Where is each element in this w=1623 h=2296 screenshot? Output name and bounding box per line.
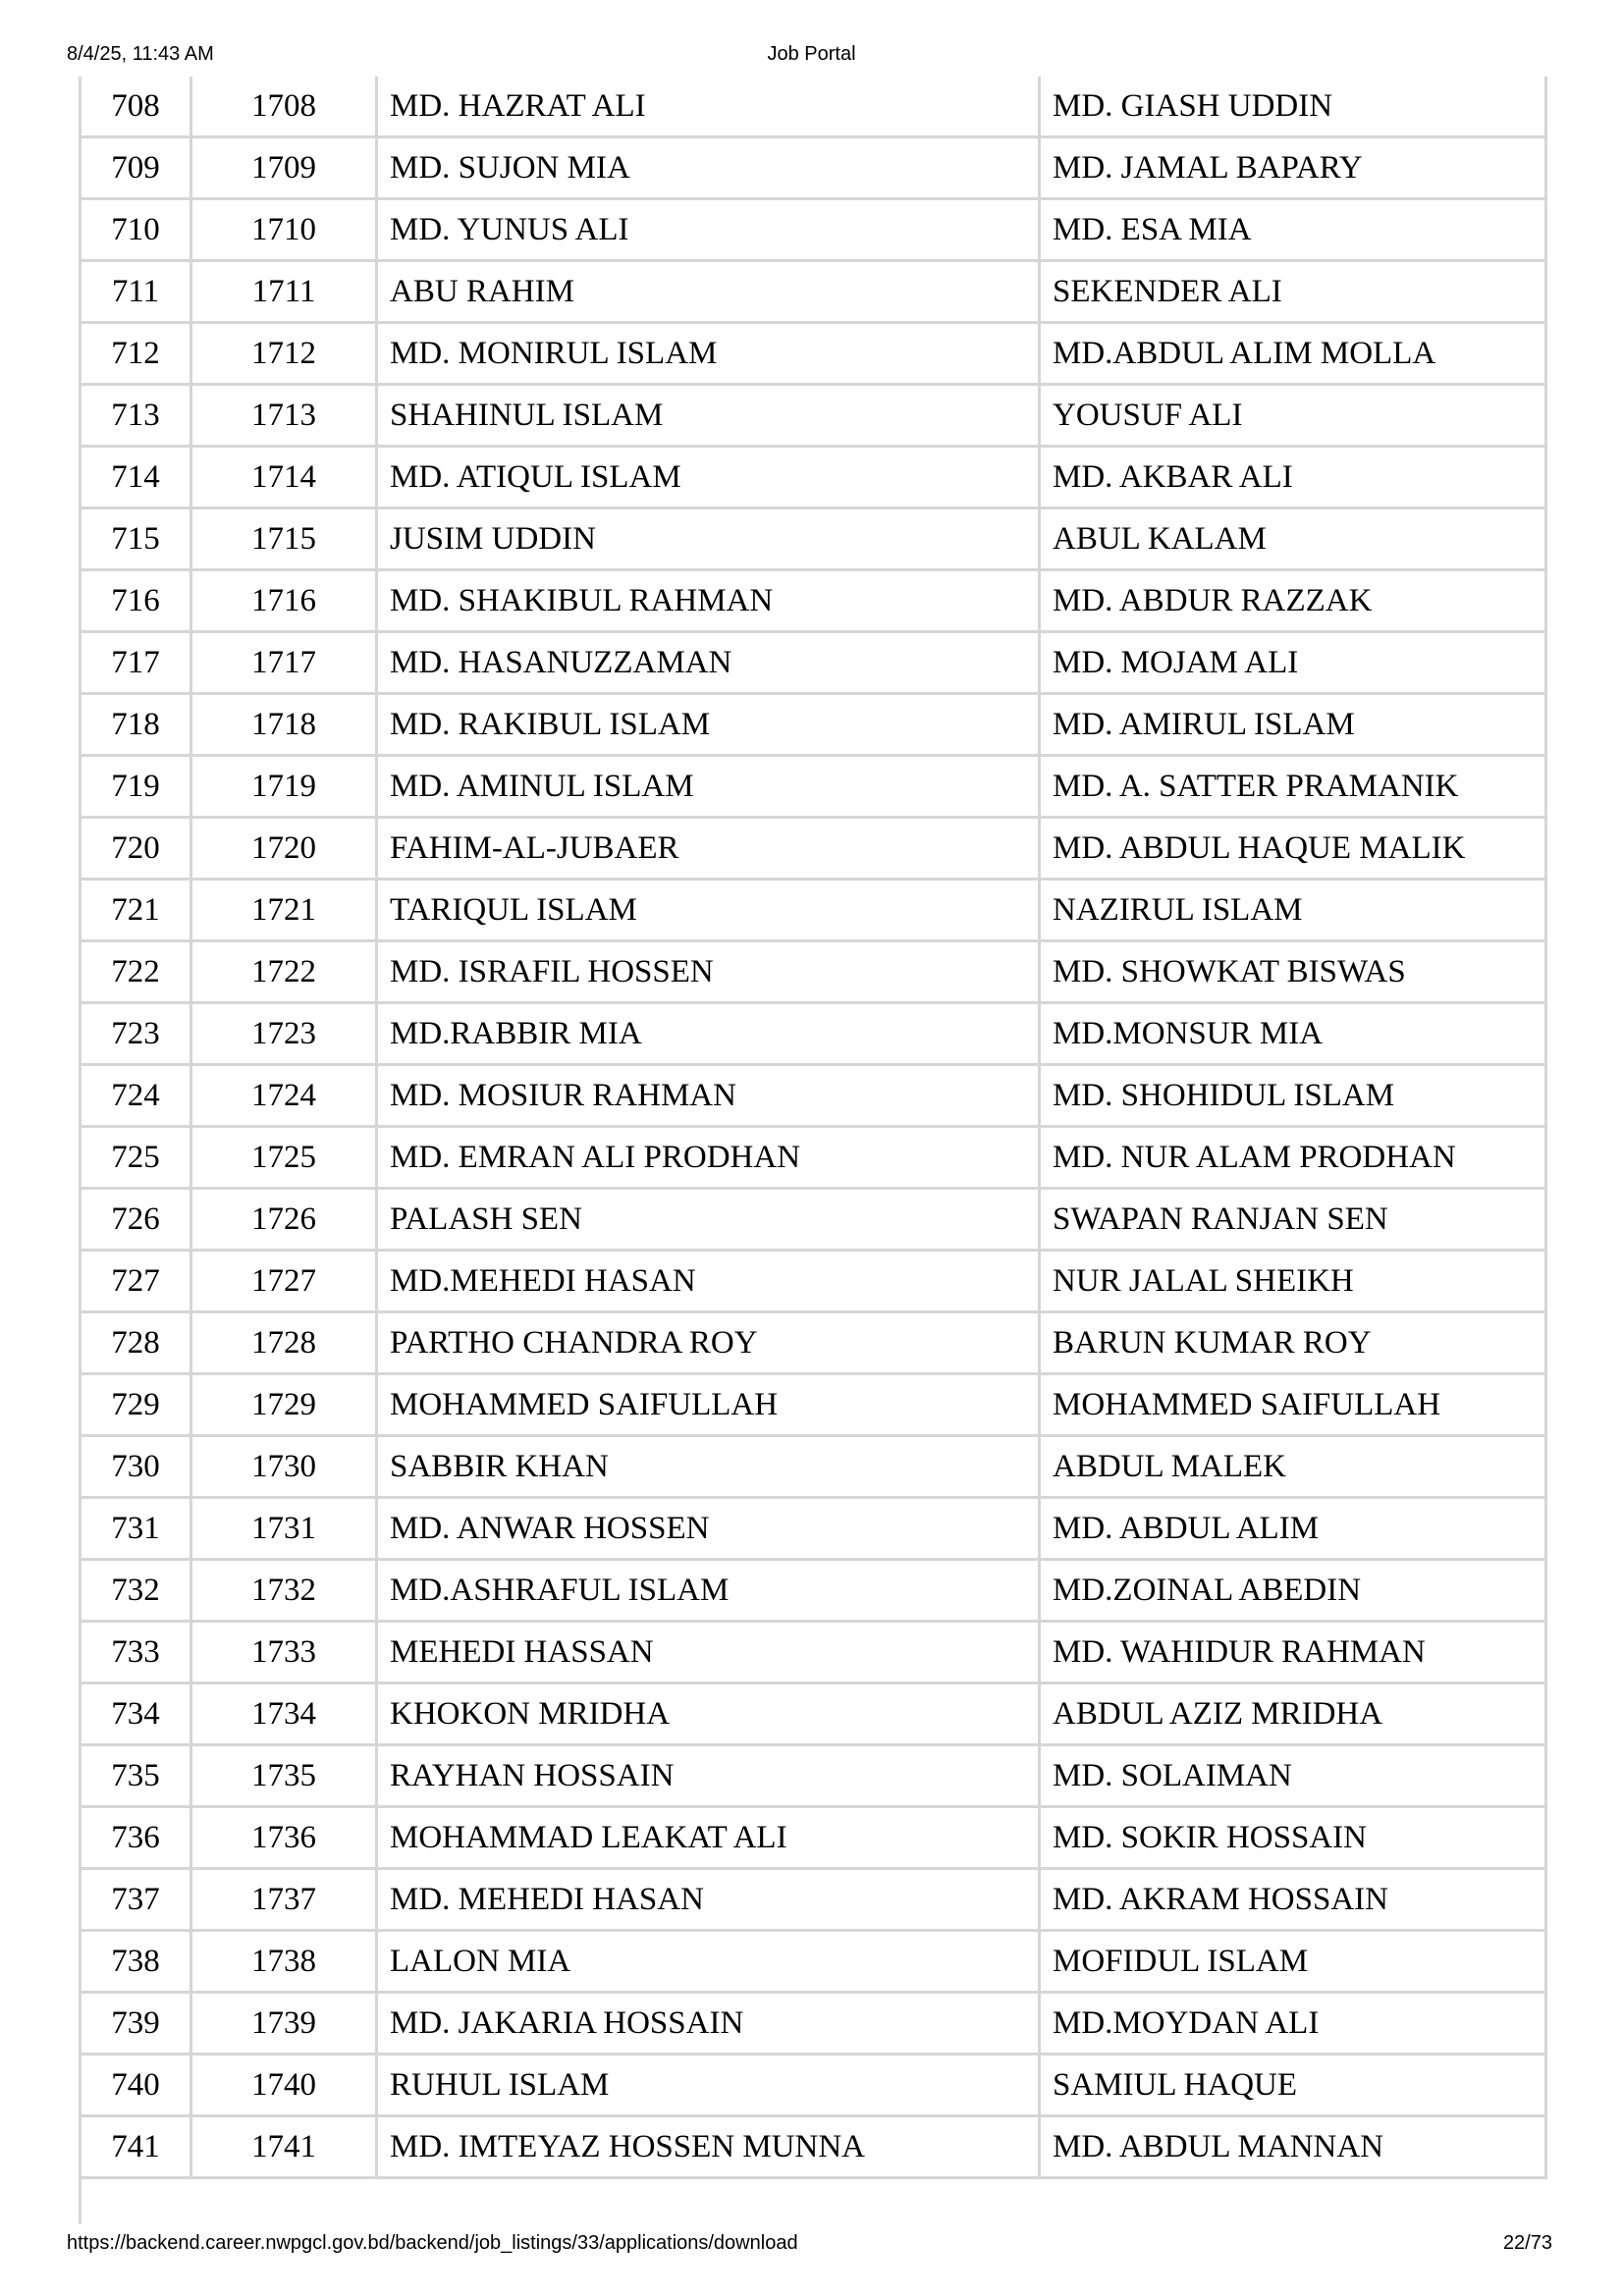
applicant-name-cell: RUHUL ISLAM xyxy=(377,2055,1040,2116)
applicant-name-cell: KHOKON MRIDHA xyxy=(377,1683,1040,1745)
roll-number-cell: 1730 xyxy=(191,1436,377,1498)
serial-number-cell: 741 xyxy=(81,2116,191,2178)
applicant-name-cell: RAYHAN HOSSAIN xyxy=(377,1745,1040,1807)
applicant-name-cell: PALASH SEN xyxy=(377,1189,1040,1251)
father-name-cell: SAMIUL HAQUE xyxy=(1040,2055,1546,2116)
serial-number-cell: 712 xyxy=(81,323,191,385)
applicant-name-cell: JUSIM UDDIN xyxy=(377,508,1040,570)
roll-number-cell: 1712 xyxy=(191,323,377,385)
table-row xyxy=(81,1807,1546,1869)
table-row xyxy=(81,756,1546,818)
table-row xyxy=(81,570,1546,632)
father-name-cell: NUR JALAL SHEIKH xyxy=(1040,1251,1546,1312)
serial-number-cell: 734 xyxy=(81,1683,191,1745)
serial-number-cell: 736 xyxy=(81,1807,191,1869)
applicant-name-cell: MD. AMINUL ISLAM xyxy=(377,756,1040,818)
applicant-name-cell: TARIQUL ISLAM xyxy=(377,880,1040,941)
table-row xyxy=(81,1622,1546,1683)
table-row xyxy=(81,2055,1546,2116)
father-name-cell: MD. SOKIR HOSSAIN xyxy=(1040,1807,1546,1869)
table-row xyxy=(81,261,1546,323)
print-datetime: 8/4/25, 11:43 AM xyxy=(67,43,214,65)
roll-number-cell: 1737 xyxy=(191,1869,377,1931)
applicants-table xyxy=(79,77,1547,2179)
applicant-name-cell: MD. ISRAFIL HOSSEN xyxy=(377,941,1040,1003)
serial-number-cell: 739 xyxy=(81,1993,191,2055)
father-name-cell: MD.MOYDAN ALI xyxy=(1040,1993,1546,2055)
roll-number-cell: 1726 xyxy=(191,1189,377,1251)
serial-number-cell: 711 xyxy=(81,261,191,323)
table-row xyxy=(81,1065,1546,1127)
roll-number-cell: 1732 xyxy=(191,1560,377,1622)
applicant-name-cell: MOHAMMAD LEAKAT ALI xyxy=(377,1807,1040,1869)
applicant-name-cell: MD.RABBIR MIA xyxy=(377,1003,1040,1065)
roll-number-cell: 1738 xyxy=(191,1931,377,1993)
serial-number-cell: 717 xyxy=(81,632,191,694)
roll-number-cell: 1736 xyxy=(191,1807,377,1869)
applicant-name-cell: MD. MONIRUL ISLAM xyxy=(377,323,1040,385)
father-name-cell: MD. MOJAM ALI xyxy=(1040,632,1546,694)
table-row xyxy=(81,1374,1546,1436)
table-row xyxy=(81,1683,1546,1745)
roll-number-cell: 1713 xyxy=(191,385,377,447)
father-name-cell: MD. JAMAL BAPARY xyxy=(1040,137,1546,199)
roll-number-cell: 1714 xyxy=(191,447,377,508)
applicant-name-cell: MOHAMMED SAIFULLAH xyxy=(377,1374,1040,1436)
table-row xyxy=(81,880,1546,941)
applicant-name-cell: MD. EMRAN ALI PRODHAN xyxy=(377,1127,1040,1189)
father-name-cell: MD. GIASH UDDIN xyxy=(1040,77,1546,137)
father-name-cell: ABDUL MALEK xyxy=(1040,1436,1546,1498)
father-name-cell: MD. SHOHIDUL ISLAM xyxy=(1040,1065,1546,1127)
serial-number-cell: 716 xyxy=(81,570,191,632)
serial-number-cell: 715 xyxy=(81,508,191,570)
father-name-cell: MD.MONSUR MIA xyxy=(1040,1003,1546,1065)
table-row xyxy=(81,1436,1546,1498)
roll-number-cell: 1739 xyxy=(191,1993,377,2055)
serial-number-cell: 737 xyxy=(81,1869,191,1931)
serial-number-cell: 740 xyxy=(81,2055,191,2116)
applicant-name-cell: SABBIR KHAN xyxy=(377,1436,1040,1498)
roll-number-cell: 1708 xyxy=(191,77,377,137)
page-title: Job Portal xyxy=(767,43,856,65)
table-row xyxy=(81,199,1546,261)
father-name-cell: MD. A. SATTER PRAMANIK xyxy=(1040,756,1546,818)
serial-number-cell: 714 xyxy=(81,447,191,508)
serial-number-cell: 723 xyxy=(81,1003,191,1065)
father-name-cell: MD. SHOWKAT BISWAS xyxy=(1040,941,1546,1003)
table-row xyxy=(81,632,1546,694)
roll-number-cell: 1721 xyxy=(191,880,377,941)
applicant-name-cell: MD. YUNUS ALI xyxy=(377,199,1040,261)
father-name-cell: SEKENDER ALI xyxy=(1040,261,1546,323)
table-row xyxy=(81,385,1546,447)
father-name-cell: MD. NUR ALAM PRODHAN xyxy=(1040,1127,1546,1189)
table-row xyxy=(81,1127,1546,1189)
roll-number-cell: 1722 xyxy=(191,941,377,1003)
applicant-name-cell: MD.ASHRAFUL ISLAM xyxy=(377,1560,1040,1622)
father-name-cell: ABUL KALAM xyxy=(1040,508,1546,570)
applicant-name-cell: MD.MEHEDI HASAN xyxy=(377,1251,1040,1312)
page-number: 22/73 xyxy=(1502,2232,1552,2254)
applicants-table-body xyxy=(81,77,1546,2178)
roll-number-cell: 1735 xyxy=(191,1745,377,1807)
table-row xyxy=(81,941,1546,1003)
father-name-cell: MD. ABDUL ALIM xyxy=(1040,1498,1546,1560)
table-row xyxy=(81,818,1546,880)
table-row xyxy=(81,1003,1546,1065)
roll-number-cell: 1731 xyxy=(191,1498,377,1560)
father-name-cell: MOFIDUL ISLAM xyxy=(1040,1931,1546,1993)
table-row xyxy=(81,447,1546,508)
serial-number-cell: 731 xyxy=(81,1498,191,1560)
serial-number-cell: 735 xyxy=(81,1745,191,1807)
father-name-cell: MD.ZOINAL ABEDIN xyxy=(1040,1560,1546,1622)
table-row xyxy=(81,1993,1546,2055)
roll-number-cell: 1725 xyxy=(191,1127,377,1189)
serial-number-cell: 724 xyxy=(81,1065,191,1127)
serial-number-cell: 709 xyxy=(81,137,191,199)
serial-number-cell: 732 xyxy=(81,1560,191,1622)
father-name-cell: NAZIRUL ISLAM xyxy=(1040,880,1546,941)
applicant-name-cell: MD. HAZRAT ALI xyxy=(377,77,1040,137)
serial-number-cell: 730 xyxy=(81,1436,191,1498)
serial-number-cell: 722 xyxy=(81,941,191,1003)
applicant-name-cell: ABU RAHIM xyxy=(377,261,1040,323)
roll-number-cell: 1728 xyxy=(191,1312,377,1374)
roll-number-cell: 1724 xyxy=(191,1065,377,1127)
roll-number-cell: 1710 xyxy=(191,199,377,261)
applicant-name-cell: MD. SHAKIBUL RAHMAN xyxy=(377,570,1040,632)
father-name-cell: MD. WAHIDUR RAHMAN xyxy=(1040,1622,1546,1683)
serial-number-cell: 726 xyxy=(81,1189,191,1251)
applicant-name-cell: SHAHINUL ISLAM xyxy=(377,385,1040,447)
roll-number-cell: 1729 xyxy=(191,1374,377,1436)
roll-number-cell: 1740 xyxy=(191,2055,377,2116)
applicant-name-cell: MD. RAKIBUL ISLAM xyxy=(377,694,1040,756)
table-row xyxy=(81,1869,1546,1931)
roll-number-cell: 1716 xyxy=(191,570,377,632)
table-row xyxy=(81,1498,1546,1560)
roll-number-cell: 1723 xyxy=(191,1003,377,1065)
table-row xyxy=(81,1560,1546,1622)
roll-number-cell: 1709 xyxy=(191,137,377,199)
father-name-cell: MD. ESA MIA xyxy=(1040,199,1546,261)
table-row xyxy=(81,2116,1546,2178)
table-row xyxy=(81,1189,1546,1251)
roll-number-cell: 1734 xyxy=(191,1683,377,1745)
serial-number-cell: 718 xyxy=(81,694,191,756)
serial-number-cell: 729 xyxy=(81,1374,191,1436)
table-row xyxy=(81,137,1546,199)
father-name-cell: BARUN KUMAR ROY xyxy=(1040,1312,1546,1374)
father-name-cell: SWAPAN RANJAN SEN xyxy=(1040,1189,1546,1251)
serial-number-cell: 721 xyxy=(81,880,191,941)
father-name-cell: YOUSUF ALI xyxy=(1040,385,1546,447)
table-row xyxy=(81,323,1546,385)
father-name-cell: MD. AKBAR ALI xyxy=(1040,447,1546,508)
applicant-name-cell: LALON MIA xyxy=(377,1931,1040,1993)
serial-number-cell: 710 xyxy=(81,199,191,261)
table-row xyxy=(81,1251,1546,1312)
table-row xyxy=(81,1745,1546,1807)
table-row xyxy=(81,77,1546,137)
applicant-name-cell: MD. ATIQUL ISLAM xyxy=(377,447,1040,508)
applicant-name-cell: PARTHO CHANDRA ROY xyxy=(377,1312,1040,1374)
applicant-name-cell: MD. IMTEYAZ HOSSEN MUNNA xyxy=(377,2116,1040,2178)
applicant-name-cell: MEHEDI HASSAN xyxy=(377,1622,1040,1683)
father-name-cell: MD. AMIRUL ISLAM xyxy=(1040,694,1546,756)
father-name-cell: MD. ABDUL MANNAN xyxy=(1040,2116,1546,2178)
roll-number-cell: 1711 xyxy=(191,261,377,323)
roll-number-cell: 1718 xyxy=(191,694,377,756)
serial-number-cell: 738 xyxy=(81,1931,191,1993)
father-name-cell: MD. AKRAM HOSSAIN xyxy=(1040,1869,1546,1931)
table-row xyxy=(81,1931,1546,1993)
roll-number-cell: 1741 xyxy=(191,2116,377,2178)
roll-number-cell: 1719 xyxy=(191,756,377,818)
father-name-cell: MD.ABDUL ALIM MOLLA xyxy=(1040,323,1546,385)
applicant-name-cell: MD. MEHEDI HASAN xyxy=(377,1869,1040,1931)
serial-number-cell: 720 xyxy=(81,818,191,880)
table-row xyxy=(81,694,1546,756)
roll-number-cell: 1717 xyxy=(191,632,377,694)
serial-number-cell: 727 xyxy=(81,1251,191,1312)
father-name-cell: MOHAMMED SAIFULLAH xyxy=(1040,1374,1546,1436)
serial-number-cell: 708 xyxy=(81,77,191,137)
serial-number-cell: 713 xyxy=(81,385,191,447)
roll-number-cell: 1715 xyxy=(191,508,377,570)
applicant-name-cell: MD. MOSIUR RAHMAN xyxy=(377,1065,1040,1127)
serial-number-cell: 725 xyxy=(81,1127,191,1189)
applicant-name-cell: MD. ANWAR HOSSEN xyxy=(377,1498,1040,1560)
page-url: https://backend.career.nwpgcl.gov.bd/backend/job_listings/33/applications/download xyxy=(67,2232,798,2254)
serial-number-cell: 719 xyxy=(81,756,191,818)
father-name-cell: MD. ABDUR RAZZAK xyxy=(1040,570,1546,632)
applicant-name-cell: MD. JAKARIA HOSSAIN xyxy=(377,1993,1040,2055)
roll-number-cell: 1727 xyxy=(191,1251,377,1312)
applicant-name-cell: FAHIM-AL-JUBAER xyxy=(377,818,1040,880)
father-name-cell: MD. ABDUL HAQUE MALIK xyxy=(1040,818,1546,880)
father-name-cell: MD. SOLAIMAN xyxy=(1040,1745,1546,1807)
father-name-cell: ABDUL AZIZ MRIDHA xyxy=(1040,1683,1546,1745)
applicant-name-cell: MD. SUJON MIA xyxy=(377,137,1040,199)
table-row xyxy=(81,508,1546,570)
applicant-name-cell: MD. HASANUZZAMAN xyxy=(377,632,1040,694)
serial-number-cell: 728 xyxy=(81,1312,191,1374)
table-row xyxy=(81,1312,1546,1374)
serial-number-cell: 733 xyxy=(81,1622,191,1683)
roll-number-cell: 1733 xyxy=(191,1622,377,1683)
roll-number-cell: 1720 xyxy=(191,818,377,880)
